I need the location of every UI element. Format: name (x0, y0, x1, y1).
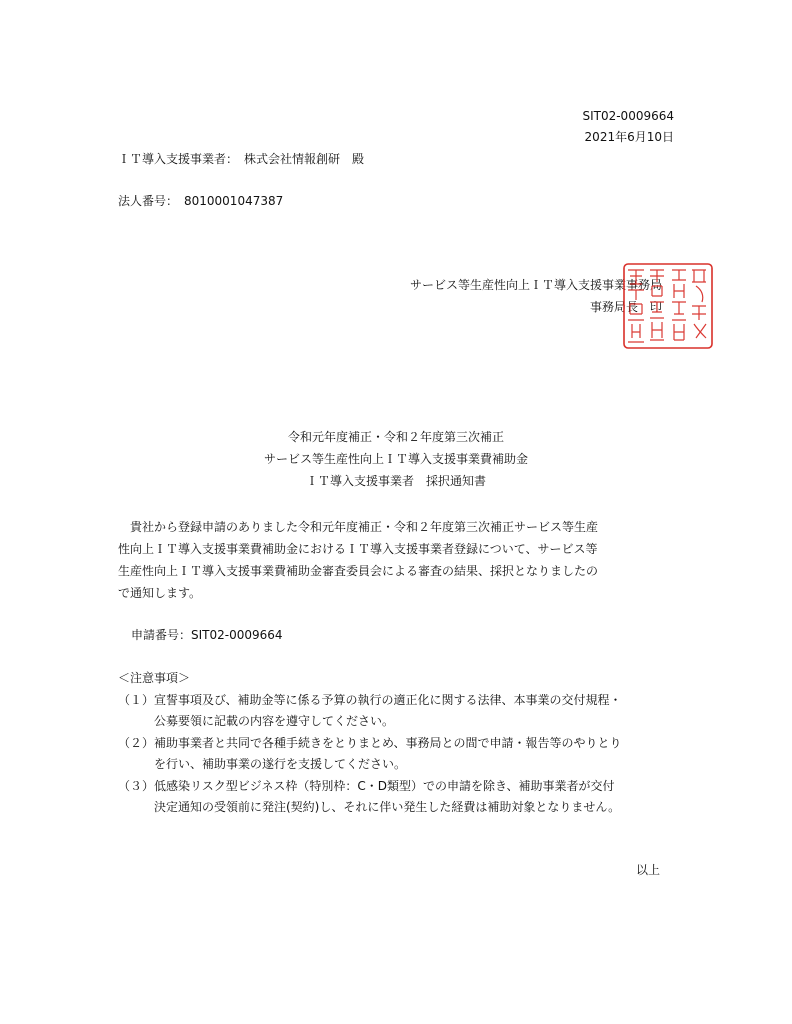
note-2-line-1: （２）補助事業者と共同で各種手続きをとりまとめ、事務局との間で申請・報告等のやりとり (118, 736, 622, 750)
notes-heading: ＜注意事項＞ (118, 671, 191, 685)
body-line-3: 生産性向上ＩＴ導入支援事業費補助金審査委員会による審査の結果、採択となりましたの (118, 564, 599, 578)
title-line-2: サービス等生産性向上ＩＴ導入支援事業費補助金 (263, 452, 528, 466)
closing-text: 以上 (635, 863, 660, 877)
addressee-line: ＩＴ導入支援事業者： 株式会社情報創研 殿 (118, 152, 365, 166)
note-1-line-1: （１）宣誓事項及び、補助金等に係る予算の執行の適正化に関する法律、本事業の交付規程・ (118, 693, 622, 707)
body-line-4: で通知します。 (118, 586, 202, 600)
note-3-line-1: （３）低感染リスク型ビジネス枠（特別枠：C・D類型）での申請を除き、補助事業者が交付 (118, 779, 615, 793)
official-seal (622, 262, 714, 350)
seal-stamp-graphic (622, 262, 714, 350)
note-2-line-2: を行い、補助事業の遂行を支援してください。 (154, 757, 407, 771)
body-line-2: 性向上ＩＴ導入支援事業費補助金におけるＩＴ導入支援事業者登録について、サービス等 (118, 542, 598, 556)
corporate-number-line: 法人番号： 8010001047387 (118, 194, 284, 208)
title-line-3: ＩＴ導入支援事業者 採択通知書 (305, 474, 486, 488)
application-number: 申請番号：SIT02-0009664 (131, 628, 283, 642)
note-3-line-2: 決定通知の受領前に発注(契約)し、それに伴い発生した経費は補助対象となりません。 (154, 800, 621, 814)
document-number: SIT02-0009664 (582, 109, 674, 123)
sender-title: 事務局長 印 (589, 300, 662, 314)
issue-date: 2021年6月10日 (584, 130, 674, 144)
note-1-line-2: 公募要領に記載の内容を遵守してください。 (154, 714, 395, 728)
body-line-1: 貴社から登録申請のありました令和元年度補正・令和２年度第三次補正サービス等生産 (118, 520, 599, 534)
sender-organization: サービス等生産性向上ＩＴ導入支援事業事務局 (409, 278, 662, 292)
title-line-1: 令和元年度補正・令和２年度第三次補正 (287, 430, 504, 444)
